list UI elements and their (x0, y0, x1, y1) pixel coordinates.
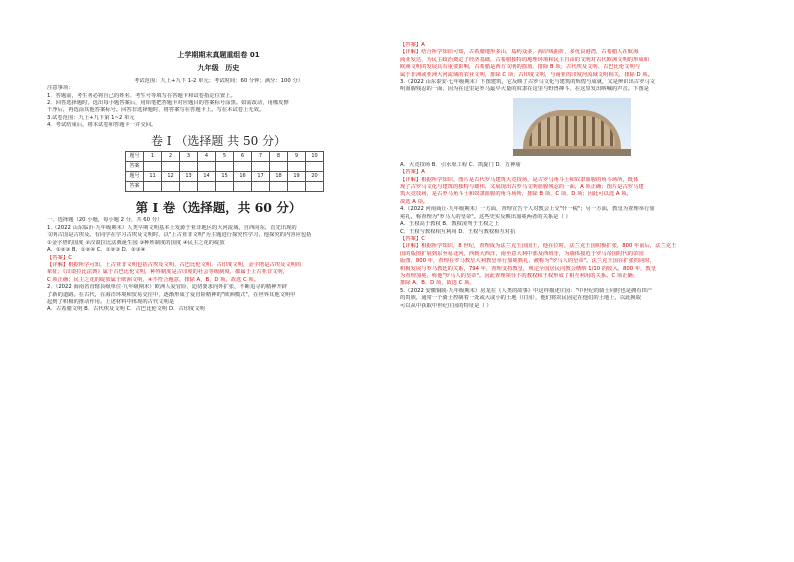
question-1-line: 文明古国是古埃及。有同学在学习古埃及文明时，以"上古亚非文明"为主题进行探究性学习，他探究的内容应包括 (47, 232, 312, 239)
table-cell: 8 (270, 152, 288, 162)
answer-cell (162, 182, 180, 192)
question-1-detail: 【详解】根据所学可知，上古亚非文明包括古埃及文明、古巴比伦文明、古印度文明，金字塔是古埃及文明的 (47, 261, 302, 268)
answer-cell (144, 182, 162, 192)
question-4-detail: 国的版图扩展到东至易北河，西到大西洋，南至意大利中部及西班牙，为墙体接近于罗马帝国时代的帝国 (400, 250, 644, 257)
table-cell: 7 (252, 152, 270, 162)
answer-cell (270, 162, 288, 172)
table-row (126, 162, 324, 172)
question-3-line: 明血腥残忍的一面，因为在这里是罗马最早大量的奴隶在这里与野兽搏斗、在这里发出呐喊的声音。下图是 (400, 86, 649, 93)
answer-cell (252, 162, 270, 172)
table-label: 答案 (126, 182, 144, 192)
answer-cell (216, 162, 234, 172)
table-label: 答案 (126, 162, 144, 172)
table-cell: 13 (180, 172, 198, 182)
colosseum-arches (529, 116, 615, 146)
answer-cell (180, 182, 198, 192)
table-label: 题号 (126, 152, 144, 162)
answer-cell (288, 162, 306, 172)
table-cell: 16 (234, 172, 252, 182)
answer-cell (270, 182, 288, 192)
answer-cell (162, 162, 180, 172)
question-4-detail: 排除 A、B、D 项，故选 C 项。 (400, 280, 475, 287)
table-cell: 3 (180, 152, 198, 162)
table-cell: 11 (144, 172, 162, 182)
question-2-detail: 【详解】结合所学知识可知，古希腊地形多山，島屿众多，海岸线曲折，多优良港湾，古希腊人在航海 (400, 49, 639, 56)
table-cell: 1 (144, 152, 162, 162)
question-1-answer: 【答案】C (47, 254, 72, 261)
question-5-line: 可以从中获取中世纪庄园的特征是（ ） (400, 302, 492, 309)
table-cell: 2 (162, 152, 180, 162)
question-1-detail: 象征；《汉谟拉比法典》属于古巴比伦文明，种姓制度是古印度的社会等级制度，都属于上古亚非文明， (47, 269, 289, 276)
exam-info: 考试范围：九上+九下 1-2 单元；考试时间：60 分钟；满分：100 分） (133, 77, 304, 84)
answer-cell (198, 162, 216, 172)
question-section-heading: 一、选择题（20 小题，每小题 2 分，共 60 分） (47, 217, 163, 224)
ground (513, 149, 631, 156)
answer-cell (306, 162, 324, 172)
table-row (126, 152, 324, 162)
question-2-detail: 属于非洲或亚洲大河流域的农业文明，排除 C 项；古印度文明，与南亚的印度河流域文明相关，排除 D 项。 (400, 71, 653, 78)
question-4-detail: 积极发展与罗马教廷的关系，794 年，查理支持教皇，规定全国居民向教会缴纳 1/10 的收入，800 年，教皇 (400, 265, 657, 272)
table-cell: 12 (162, 172, 180, 182)
answer-cell (234, 182, 252, 192)
answer-table (125, 151, 324, 192)
note-line: 3.试卷范围：九上+九下第 1~2 单元 (47, 114, 135, 121)
question-3-line: 3.（2022 山东泰安·七年级期末）下图建筑，它反映了古罗马文化与建筑的辉煌与成就，又是辨识出古罗马文 (400, 79, 655, 86)
table-cell: 4 (198, 152, 216, 162)
table-label: 题号 (126, 172, 144, 182)
question-3-detail: 【详解】根据所学知识，图片是古代罗马建筑大竞技场，是古罗马角斗士和奴隶血腥的角斗场所，既体 (400, 176, 639, 183)
table-cell: 18 (270, 172, 288, 182)
table-cell: 19 (288, 172, 306, 182)
answer-cell (306, 182, 324, 192)
answer-cell (198, 182, 216, 192)
note-line: 4．考试结束后，将本试卷和答题卡一并交回。 (47, 122, 157, 129)
question-1-options: A．①②③ B．①②④ C．①②③ D．②③④ (47, 247, 146, 254)
question-4-options: C．王权与教权相互利用 D．王权与教权相互对抗 (400, 228, 516, 235)
question-4-answer: 【答案】C (400, 235, 425, 242)
table-cell: 15 (216, 172, 234, 182)
question-3-answer: 【答案】A (400, 169, 425, 176)
section-heading: 第 I 卷（选择题，共 60 分） (135, 200, 302, 216)
question-2-line: 起到了积极的推动作用。上述材料中体现的古代文明是 (47, 298, 175, 305)
exam-subtitle: 九年级 历史 (197, 64, 240, 73)
table-cell: 5 (216, 152, 234, 162)
answer-cell (144, 162, 162, 172)
table-cell: 9 (288, 152, 306, 162)
question-2-line: 2．（2022 海南省直辖县级单位·九年级期末）欧洲人爱冒险，迫切要求向外扩张，不断追寻的精神开辟 (47, 284, 288, 291)
answer-cell (216, 182, 234, 192)
question-5-line: 的贵族，通常一个骑士控制着一处或大或小的土地（庄园），他们将农民固定在他们的土地上，以此换取 (400, 295, 642, 302)
question-4-line: 冕礼，称查理为"罗马人的皇帝"。这些史实反映出加冕两者的关系是（ ） (400, 213, 571, 220)
question-2-detail: 欧洲文明的发展具有重要影响，古希腊是西方文明的摇篮，排除 B 项；古代埃及文明、古巴比伦文明与 (400, 64, 641, 71)
table-cell: 6 (234, 152, 252, 162)
answer-cell (252, 182, 270, 192)
exam-title: 上学期期末真题重组卷 01 (177, 51, 260, 59)
question-2-detail: 商业发达，为民主政治奠定了经济基础，古希腊独特的地理环境和民主自由的文明对古代欧洲文明的形成和 (400, 56, 649, 63)
table-row (126, 172, 324, 182)
note-line: 1．答题前，考生务必将自己的姓名、考生号等填写在答题卡和试卷指定位置上。 (47, 92, 236, 99)
question-2-line: 了新的道路。在古代，在海洋环境和贸易交往中，逐渐形成了爱冒险精神的"欧洲模式"，在世界其他文明中 (47, 291, 296, 298)
question-1-detail: C 项正确；民主之花的绽放属于欧洲文明，④不符合题意，排除 A、B、D 项。故选 C 项。 (47, 276, 259, 283)
table-cell: 20 (306, 172, 324, 182)
question-1-line: 1.（2022 山东临沂·九年级期末）人类早期文明基本上发源于亚非地区的大河流域，自西向东，首先出现的 (47, 224, 297, 231)
question-4-line: 4.（2022 河南商丘·九年级期末）一方面，查理宣告个人对教会上交"什一税"；另一方面，教皇为查理举行加 (400, 206, 655, 213)
answer-cell (288, 182, 306, 192)
note-line: 干净后，再选涂其他答案标号。回答非选择题时，将答案写在答题卡上。写在本试卷上无效。 (47, 107, 265, 114)
question-2-options: A．古希腊文明 B．古代埃及文明 C．古巴比伦文明 D．古印度文明 (47, 306, 205, 313)
question-3-options: A．大竞技场 B．引水渠工程 C．凯旋门 D．万神庙 (400, 161, 521, 168)
question-3-detail: 现了古罗马文化与建筑的独特与雄伟，又展现出古罗马文明血腥残忍的一面，A 项正确；图片是古罗马建 (400, 184, 644, 191)
colosseum-photo (513, 98, 631, 156)
left-column (47, 42, 390, 314)
volume-heading: 卷 I （选择题 共 50 分） (150, 133, 287, 148)
question-3-detail: 筑大竞技场，是古罗马角斗士和奴隶血腥的角斗场所，排除 B 项、C 项、D 项；因此可以选 A 项。 (400, 191, 632, 198)
question-2-answer: 【答案】A (400, 42, 425, 48)
note-line: 2．回答选择题时，选出每小题答案后，用铅笔把答题卡对应题目的答案标号涂黑。如需改动，用橡皮擦 (47, 100, 289, 107)
notes-heading: 注意事项： (47, 85, 74, 92)
right-column (400, 42, 743, 310)
table-cell: 17 (252, 172, 270, 182)
question-1-line: ①金字塔的国度 ②汉谟拉比法典诞生国 ③种姓制度的国度 ④民主之花的绽放 (47, 239, 225, 246)
table-row (126, 182, 324, 192)
question-4-detail: 为查理加冕，称他"罗马人的皇帝"。因此查理领导下的教权和王权形成了相互利用的关系。C 项正确； (400, 272, 639, 279)
answer-cell (180, 162, 198, 172)
table-cell: 14 (198, 172, 216, 182)
answer-cell (234, 162, 252, 172)
table-cell: 10 (306, 152, 324, 162)
question-4-options: A．王权高于教权 B．教权凌驾于王权之上 (400, 221, 499, 228)
question-5-line: 5.（2022 安徽铜陵·九年级期末）房龙在《人类的故事》中这样描述庄园："中世纪的骑士同时也是拥有田产 (400, 287, 653, 294)
question-4-detail: 【详解】根据所学知识，8 世纪，查理成为法兰克王国国王，他在位时，法兰克王国积极扩张，800 年前后，法兰克王 (400, 243, 677, 250)
question-4-detail: 版图，800 年，查理在罗马教皇大利教皇举行加冕典礼，被称为"罗马人的皇帝"。法兰克王国在扩张的同时， (400, 258, 656, 265)
question-3-detail: 故选 A 项。 (400, 198, 429, 205)
